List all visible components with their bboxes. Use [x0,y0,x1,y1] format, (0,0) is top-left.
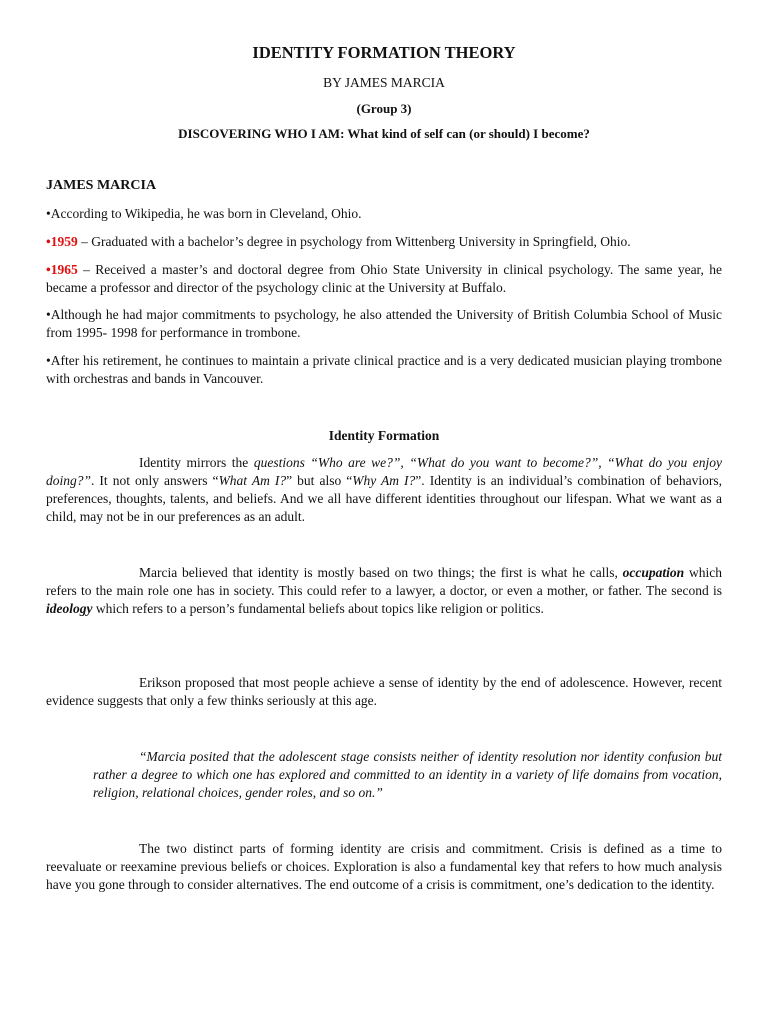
bio-item: •After his retirement, he continues to maintain a private clinical practice and is a very dedicated musician playing trombone with orchestras and bands in Vancouver. [46,353,722,386]
section-heading: Identity Formation [328,428,440,443]
bullet: • [46,307,51,322]
paragraph: Identity mirrors the questions “Who are we?”, “What do you want to become?”, “What do you enjoy doing?”. It not only answers “What Am I?” but also “Why Am I?”. Identity is an individual’s combination of behaviors, preferences, thoughts, talents, and beliefs. And we all have different identities throughout our lifespan. What we want as a child, may not be in our preferences as an adult. [46,455,722,524]
block-quote: “Marcia posited that the adolescent stage consists neither of identity resolution nor identity confusion but rather a degree to which one has explored and committed to an identity in a variety of life domains from vocation, religion, relational choices, gender roles, and so on.” [93,749,722,800]
bio-item: •1959 – Graduated with a bachelor’s degree in psychology from Wittenberg University in Springfield, Ohio. [46,234,631,249]
author-byline: BY JAMES MARCIA [323,75,445,90]
bio-heading: JAMES MARCIA [46,178,157,193]
bio-item: •1965 – Received a master’s and doctoral degree from Ohio State University in clinical psychology. The same year, he became a professor and director of the psychology clinic at the University at Buffalo. [46,262,722,295]
group-label: (Group 3) [356,101,412,116]
paragraph: Marcia believed that identity is mostly based on two things; the first is what he calls, occupation which refers to the main role one has in society. This could refer to a lawyer, a doctor, or even a mother, or father. The second is ideology which refers to a person’s fundamental beliefs about topics like religion or politics. [46,565,722,616]
paragraph: The two distinct parts of forming identity are crisis and commitment. Crisis is defined as a time to reevaluate or reexamine previous beliefs or choices. Exploration is also a fundamental key that refers to how much analysis have you gone through to consider alternatives. The end outcome of a crisis is commitment, one’s dedication to the identity. [46,841,722,892]
tagline: DISCOVERING WHO I AM: What kind of self can (or should) I become? [178,126,590,141]
document-title: IDENTITY FORMATION THEORY [252,43,516,62]
year-highlight: •1959 [46,234,78,249]
term-occupation: occupation [622,565,685,580]
bullet: • [46,353,51,368]
bullet: • [46,206,51,221]
bio-item: •Although he had major commitments to psychology, he also attended the University of British Columbia School of Music from 1995- 1998 for performance in trombone. [46,307,722,340]
year-highlight: •1965 [46,262,78,277]
term-ideology: ideology [46,601,93,616]
bio-item: •According to Wikipedia, he was born in Cleveland, Ohio. [46,206,362,221]
paragraph: Erikson proposed that most people achieve a sense of identity by the end of adolescence. However, recent evidence suggests that only a few thinks seriously at this age. [46,675,722,708]
